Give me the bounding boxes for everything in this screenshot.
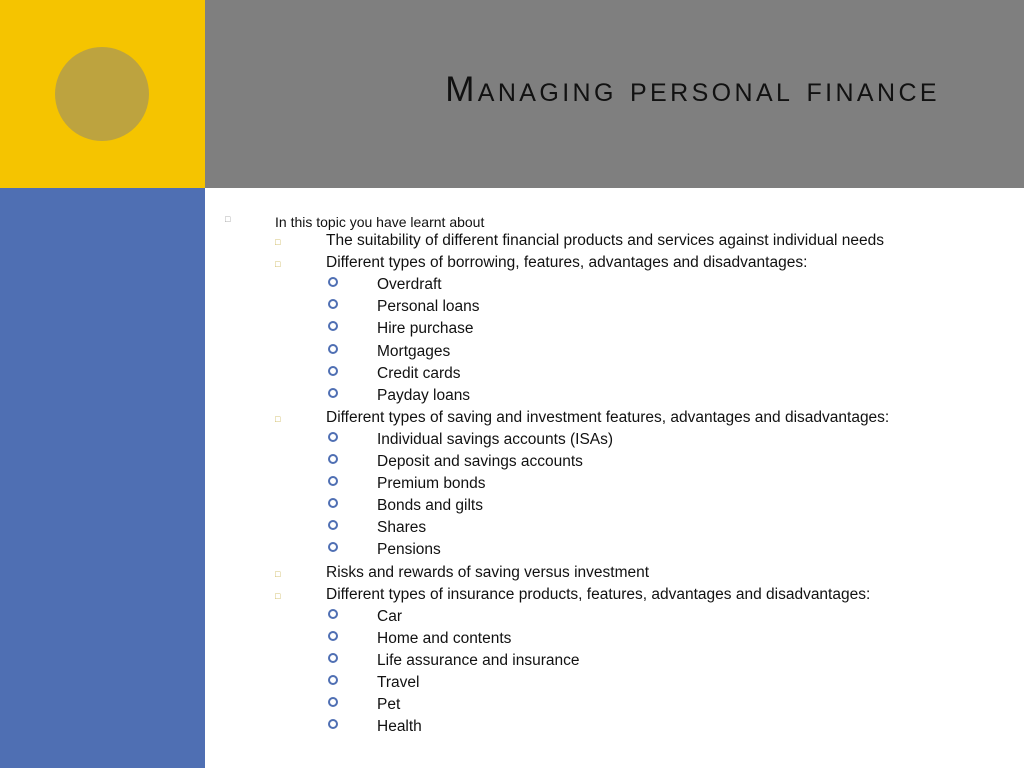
ring-bullet-icon xyxy=(328,454,338,464)
ring-bullet-icon xyxy=(328,653,338,663)
bullet-icon: □ xyxy=(275,414,281,424)
list-item: The suitability of different financial products and services against individual needs xyxy=(326,232,885,249)
sub-list-item: Life assurance and insurance xyxy=(377,652,580,669)
ring-bullet-icon xyxy=(328,277,338,287)
sub-list-item: Shares xyxy=(377,519,427,536)
slide-title: Managing personal finance xyxy=(445,70,940,109)
slide-content xyxy=(205,188,1024,768)
ring-bullet-icon xyxy=(328,388,338,398)
bullet-icon: □ xyxy=(275,237,281,247)
list-item: Risks and rewards of saving versus investment xyxy=(326,564,650,581)
sub-list-item: Pensions xyxy=(377,541,441,558)
ring-bullet-icon xyxy=(328,432,338,442)
sub-list-item: Personal loans xyxy=(377,298,480,315)
ring-bullet-icon xyxy=(328,321,338,331)
sub-list-item: Health xyxy=(377,718,422,735)
list-item: Different types of saving and investment features, advantages and disadvantages: xyxy=(326,409,890,426)
sub-list-item: Pet xyxy=(377,696,401,713)
sub-list-item: Car xyxy=(377,608,402,625)
ring-bullet-icon xyxy=(328,719,338,729)
bullet-icon: □ xyxy=(275,259,281,269)
ring-bullet-icon xyxy=(328,697,338,707)
ring-bullet-icon xyxy=(328,675,338,685)
list-item: Different types of borrowing, features, advantages and disadvantages: xyxy=(326,254,808,271)
ring-bullet-icon xyxy=(328,299,338,309)
ring-bullet-icon xyxy=(328,366,338,376)
sub-list-item: Home and contents xyxy=(377,630,512,647)
list-item: Different types of insurance products, features, advantages and disadvantages: xyxy=(326,586,871,603)
sub-list-item: Travel xyxy=(377,674,420,691)
ring-bullet-icon xyxy=(328,476,338,486)
ring-bullet-icon xyxy=(328,498,338,508)
bullet-icon: □ xyxy=(225,214,231,224)
ring-bullet-icon xyxy=(328,631,338,641)
sub-list-item: Bonds and gilts xyxy=(377,497,483,514)
intro-text: In this topic you have learnt about xyxy=(275,214,485,230)
sub-list-item: Hire purchase xyxy=(377,320,474,337)
ring-bullet-icon xyxy=(328,609,338,619)
blue-side-panel xyxy=(0,188,205,768)
ring-bullet-icon xyxy=(328,520,338,530)
sub-list-item: Premium bonds xyxy=(377,475,486,492)
sub-list-item: Payday loans xyxy=(377,387,471,404)
bullet-icon: □ xyxy=(275,591,281,601)
sub-list-item: Mortgages xyxy=(377,343,451,360)
ring-bullet-icon xyxy=(328,542,338,552)
bullet-icon: □ xyxy=(275,569,281,579)
decorative-circle xyxy=(55,47,149,141)
sub-list-item: Individual savings accounts (ISAs) xyxy=(377,431,614,448)
sub-list-item: Deposit and savings accounts xyxy=(377,453,583,470)
sub-list-item: Overdraft xyxy=(377,276,442,293)
sub-list-item: Credit cards xyxy=(377,365,461,382)
ring-bullet-icon xyxy=(328,344,338,354)
